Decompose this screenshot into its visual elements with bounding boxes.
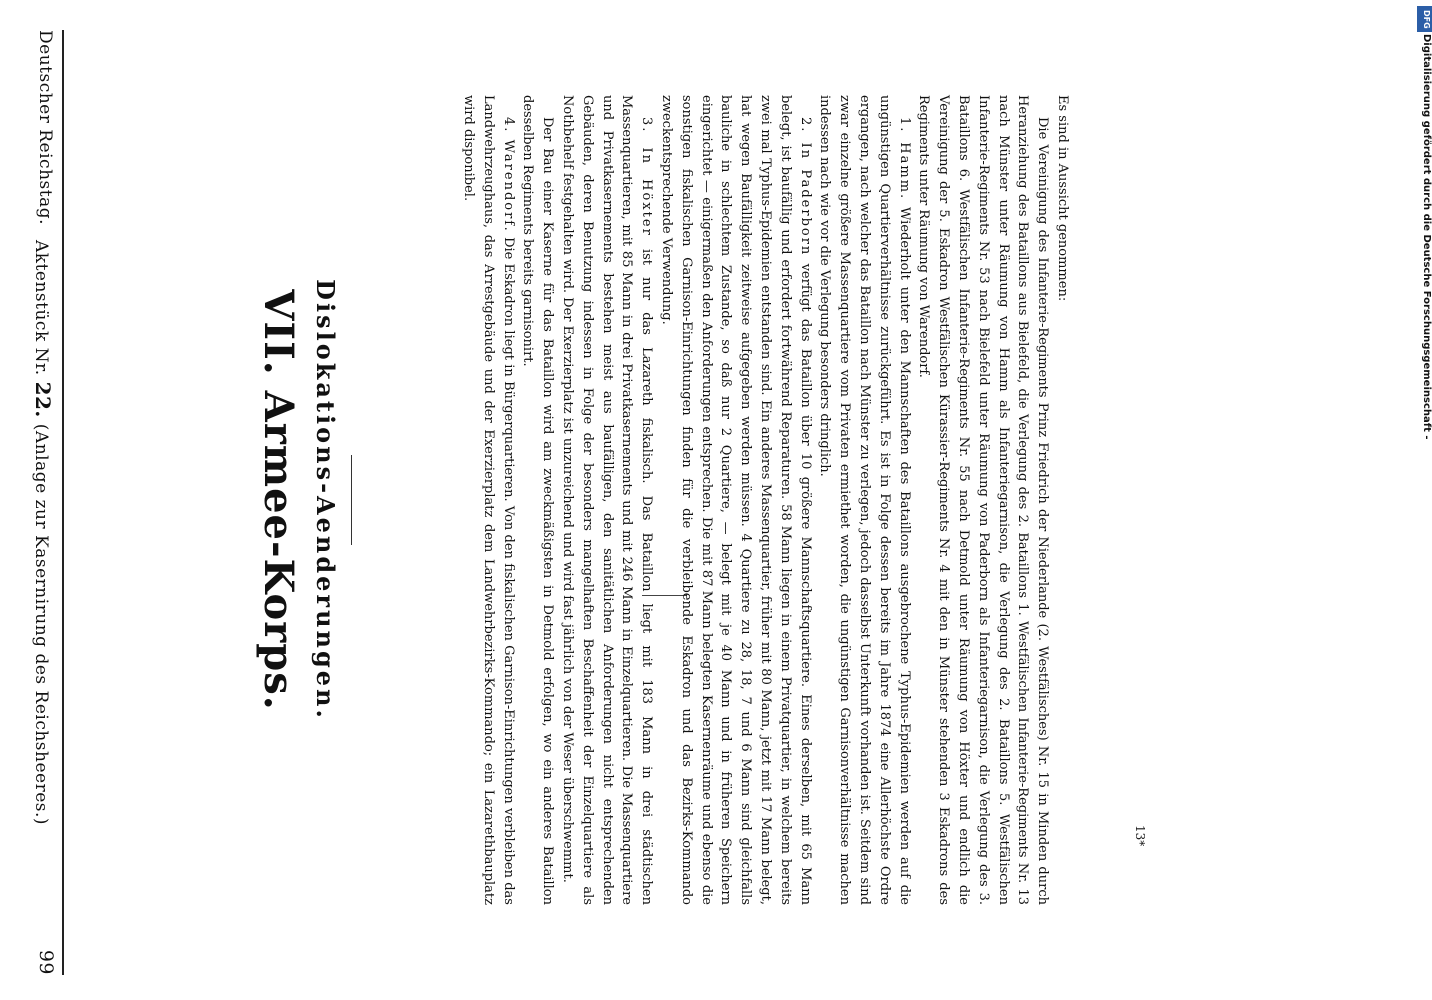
header-rule (62, 30, 64, 975)
digitization-notice (1417, 34, 1432, 614)
paragraph-hamm-label: 1. Hamm. (896, 117, 912, 201)
paragraph-hoexter-text: ist nur das Lazareth fiskalisch. Das Bataillon liegt mit 183 Mann in drei städtischen Massenquartieren, mit 85 Mann in drei Privatkasernements und mit 246 Mann in Einzelquartieren. Die Massenquartiere und Privatkasernements bestehen meist aus baufälligen, den sanitätlichen Anforderungen nicht entsprechenden Gebäuden, deren Benutzung indessen in Folge der besonders mangelhaften Beschaffenheit der Einzelquartiere als Nothbehelf festgehalten wird. Der Exerzierplatz ist unzureichend und wird fast jährlich von der Weser überschwemmt. (560, 95, 655, 905)
paragraph-hoexter-label: 3. In Höxter (639, 117, 655, 237)
paragraph-warendorf-text: Die Eskadron liegt in Bürgerquartieren. Von den fiskalischen Garnison-Einrichtungen verbleiben das Landwehrzeughaus, das Arrestgebäude und der Exerzierplatz dem Landwehrbezirks-Kommando; ein Lazarethbauplatz wird disponibel. (461, 95, 516, 905)
paragraph-hamm (815, 95, 914, 905)
dfg-logo-text: DFG (1422, 10, 1431, 29)
dfg-logo (1417, 6, 1432, 32)
header-center-prefix: Aktenstück Nr. (31, 240, 51, 376)
header-center-number: 22. (31, 381, 55, 418)
section-title: VII. Armee-Korps. (255, 289, 302, 711)
paragraph-paderborn-text: verfügt das Bataillon über 10 größere Mannschaftsquartiere. Eines derselben, mit 65 Mann belegt, ist baufällig und erfordert fortwährend Reparaturen. 58 Mann liegen in einem Privatquartier, in welchem bereits zwei mal Typhus-Epidemien entstanden sind. Ein anderes Massenquartier, früher mit 80 Mann, jetzt mit 17 Mann belegt, hat wegen Baufälligkeit zeitweise aufgegeben werden müssen. 4 Quartiere zu 28, 18, 7 und 6 Mann sind gleichfalls bauliche in schlechtem Zustande, so daß nur 2 Quartiere, — belegt mit je 40 Mann und in früheren Speichern eingerichtet — einigermaßen den Anforderungen entsprechen. Die mit 87 Mann belegten Kasernenräume und ebenso die sonstigen fiskalischen Garnison-Einrichtungen finden für die verbleibende Eskadron und das Bezirks-Kommando zweckentsprechende Verwendung. (659, 95, 813, 905)
running-header (27, 30, 57, 975)
paragraph-hoexter (557, 95, 656, 905)
title-separator (351, 455, 352, 545)
header-center (31, 240, 55, 825)
margin-signature-mark: 13* (1133, 825, 1147, 847)
paragraph-paderborn-label: 2. In Paderborn (797, 117, 813, 257)
section-subtitle: Dislokations-Aenderungen. (311, 279, 340, 721)
paragraph-hamm-text: Wiederholt unter den Mannschaften des Bataillons ausgebrochene Typhus-Epidemien werden auf die ungünstigen Quartierverhältnisse zurückgeführt. Es ist in Folge dessen bereits im Jahre 1874 eine Allerhöchste Ordre ergangen, nach welcher das Bataillon nach Münster zu verlegen, jedoch dasselbst Unterkunft vorhanden ist. Seitdem sind zwar einzelne größere Massenquartiere vom Privaten ermiethet worden, die ungünstigen Garnisonverhältnisse machen indessen nach wie vor die Verlegung besonders dringlich. (817, 95, 912, 905)
header-left: Deutscher Reichstag. (35, 30, 55, 225)
header-center-suffix: (Anlage zur Kasernirung des Reichsheeres.) (31, 423, 51, 826)
paragraph-paderborn (656, 95, 814, 905)
paragraph-warendorf-label: 4. Warendorf. (500, 117, 516, 233)
paragraph-overview: Die Vereinigung des Infanterie-Regiments Prinz Friedrich der Niederlande (2. Westfälisches) Nr. 15 in Minden durch Heranziehung des Bataillons aus Bielefeld, die Verlegung des 2. Bataillons 1. Westfälischen Infanterie-Regiments Nr. 13 nach Münster unter Räumung von Hamm als Infanteriegarnison, die Verlegung des 2. Bataillons 5. Westfälischen Infanterie-Regiments Nr. 53 nach Bielefeld unter Räumung von Paderborn als Infanteriegarnison, die Verlegung des 3. Bataillons 6. Westfälischen Infanterie-Regiments Nr. 55 nach Detmold unter Räumung von Höxter und endlich die Vereinigung der 5. Eskadron Westfälischen Kürassier-Regiments Nr. 4 mit den in Münster stehenden 3 Eskadrons des Regiments unter Räumung von Warendorf. (916, 95, 1051, 905)
paragraph-kaserne: Der Bau einer Kaserne für das Bataillon wird am zweckmäßigsten in Detmold erfolgen, wo ein anderes Bataillon desselben Regiments bereits garnisonirt. (520, 95, 556, 905)
page-number: 99 (35, 949, 57, 975)
intro-line: Es sind in Aussicht genommen: (1055, 95, 1070, 302)
document-body (372, 95, 1072, 905)
paragraph-warendorf (458, 95, 517, 905)
digitization-notice-text: Digitalisierung gefördert durch die Deutsche Forschungsgemeinschaft - (1421, 34, 1432, 440)
